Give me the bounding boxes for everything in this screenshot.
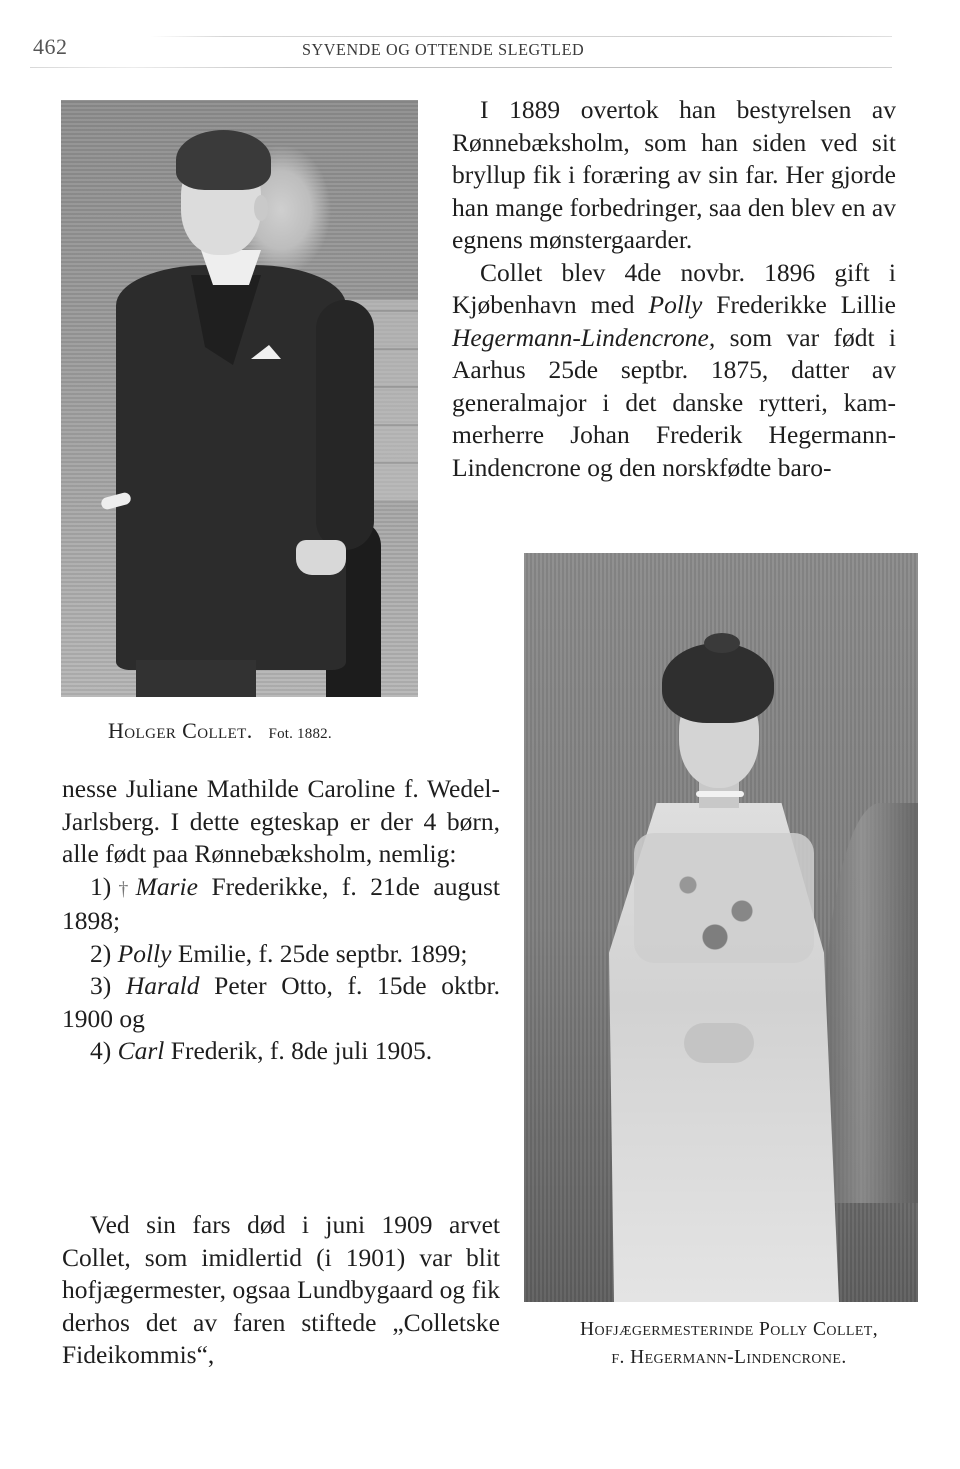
hair-bun [704, 633, 740, 653]
child-name: Carl [117, 1036, 165, 1065]
child-item-1 [62, 871, 500, 938]
text-run: Collet blev 4de novbr. 1896 gift i Kjøbenhavn med [452, 257, 896, 319]
child-details: Peter Otto, f. 15de oktbr. 1900 og [62, 971, 500, 1033]
child-name: Marie [135, 871, 198, 901]
hair [176, 130, 271, 190]
name-polly: Polly [648, 290, 703, 319]
caption-polly-line1: Hofjægermesterinde Polly Collet, [579, 1319, 879, 1340]
child-details: Emilie, f. 25de septbr. 1899; [171, 938, 468, 968]
child-name: Harald [125, 971, 200, 1000]
caption-holger [108, 718, 332, 744]
child-number: 3) [90, 971, 112, 1000]
paragraph-management: I 1889 overtok han bestyrelsen av Rønnebæksholm, som han siden ved sit bryllup fik i foræring av sin far. Her gjorde han mange forbedringer, saa den blev en av egnens mønstergaarder. [452, 95, 896, 254]
hair [662, 643, 774, 723]
paragraph-inheritance: Ved sin fars død i juni 1909 arvet Collet, som imidlertid (i 1901) var blit hofjægermester, ogsaa Lundbygaard og fik derhos det av faren stiftede „Colletske Fideikommis“, [62, 1210, 500, 1369]
header-rule-top [150, 36, 892, 37]
hand [296, 540, 346, 575]
header-rule-bottom [30, 67, 892, 68]
caption-polly-line2: f. Hegermann-Lindencrone. [611, 1347, 847, 1368]
child-number: 4) [90, 1036, 112, 1065]
paragraph-continued: nesse Juliane Mathilde Caroline f. Wedel-Jarlsberg. I dette egteskap er der 4 børn, alle født paa Rønnebæksholm, nemlig: [62, 774, 500, 868]
page-number: 462 [33, 34, 68, 59]
ear [254, 195, 268, 221]
child-details: Frederik, f. 8de juli 1905. [164, 1036, 433, 1065]
left-column-text-final [62, 1209, 500, 1372]
child-item-4 [62, 1035, 500, 1068]
left-column-text [62, 773, 500, 1068]
photo-holger-collet [61, 100, 418, 697]
curtain [824, 803, 918, 1203]
necklace [696, 791, 744, 797]
lace-bodice [634, 833, 814, 963]
child-number: 1) [90, 871, 112, 901]
right-column-text [452, 94, 896, 484]
child-details: Frederikke, f. 21de august 1898; [62, 871, 500, 935]
paragraph-marriage [452, 257, 896, 485]
caption-polly [524, 1316, 934, 1372]
name-hegermann: Hegermann-Lindencrone, [452, 322, 716, 352]
text-run: Frederikke Lillie [702, 290, 896, 319]
child-item-3 [62, 970, 500, 1035]
text-run: som var født i Aarhus 25de septbr. 1875, datter av generalmajor i det danske rytteri, kammerherre Johan Frederik Hegermann-Lindencrone og den norskfødte baro- [452, 322, 896, 482]
deceased-marker-icon: † [111, 877, 136, 900]
child-number: 2) [90, 938, 112, 968]
arm [316, 300, 374, 550]
hands [684, 1023, 754, 1063]
caption-holger-name: Holger Collet. [108, 718, 253, 743]
child-item-2 [62, 938, 500, 971]
child-name: Polly [117, 938, 172, 968]
photo-polly-collet [524, 553, 918, 1302]
running-head: SYVENDE OG OTTENDE SLEGTLED [302, 40, 585, 59]
legs [136, 660, 256, 697]
caption-holger-note: Fot. 1882. [268, 726, 332, 742]
